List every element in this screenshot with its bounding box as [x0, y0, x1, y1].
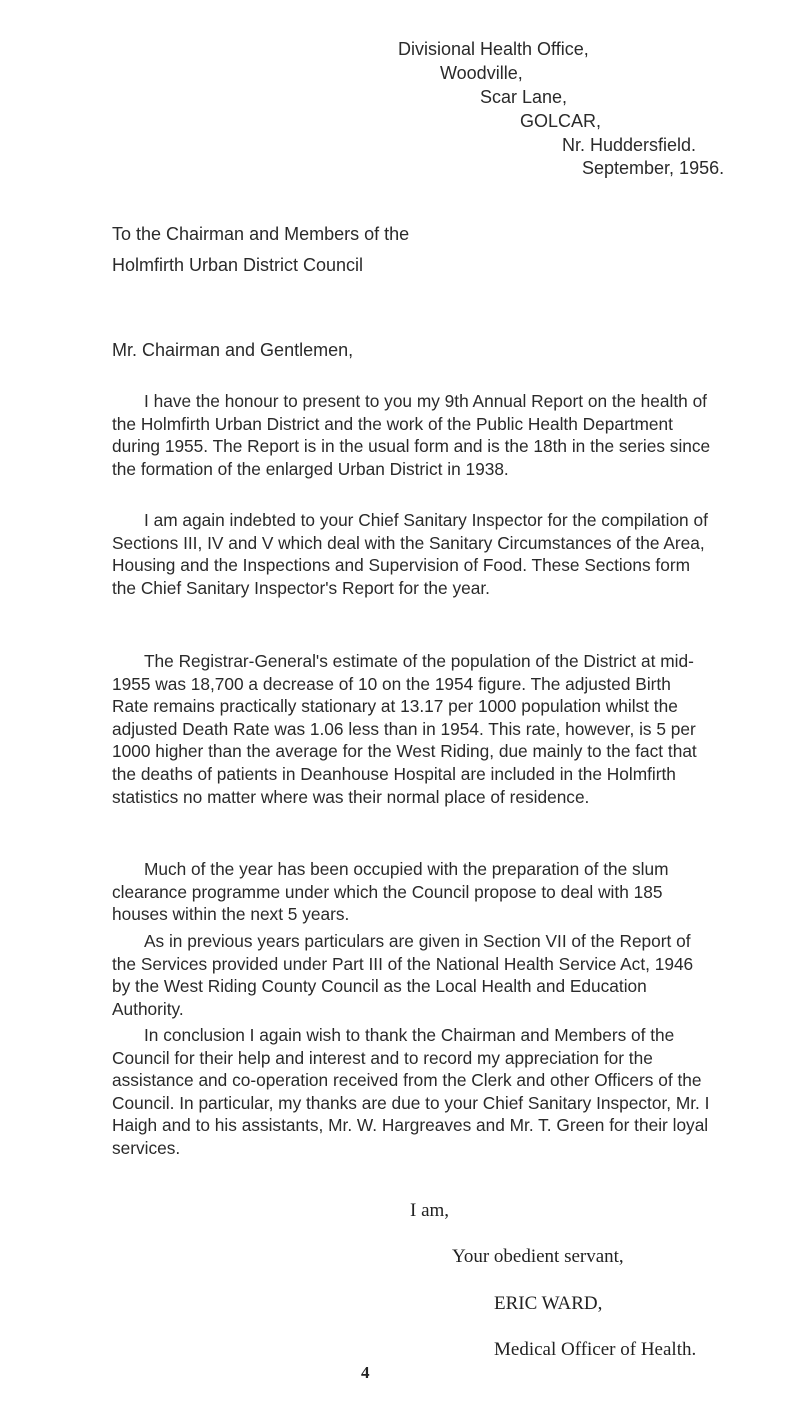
address-line-city: Nr. Huddersfield. [562, 135, 697, 155]
paragraph-sanitary-inspector: I am again indebted to your Chief Sanitary Inspector for the compilation of Sections III, IV and V which deal with the Sanitary Circumstances of the Area, Housing and the Inspections and Supervision of Food. These Sections form the Chief Sanitary Inspector's Report for the year. [112, 510, 708, 598]
address-line-office: Divisional Health Office, [398, 39, 589, 59]
paragraph-health-services: As in previous years particulars are given in Section VII of the Report of the Services provided under Part III of the National Health Service Act, 1946 by the West Riding County Council as the Local Health and Education Authority. [112, 931, 694, 1019]
address-line-street: Scar Lane, [480, 87, 568, 107]
letter-date: September, 1956. [582, 158, 725, 178]
paragraph-slum-clearance: Much of the year has been occupied with the preparation of the slum clearance programme under which the Council propose to deal with 185 houses within the next 5 years. [112, 859, 669, 925]
signature-name: ERIC WARD, [494, 1293, 603, 1314]
recipient-line-2: Holmfirth Urban District Council [112, 255, 364, 275]
salutation: Mr. Chairman and Gentlemen, [112, 340, 354, 360]
closing-i-am: I am, [410, 1200, 450, 1221]
page-number: 4 [361, 1363, 370, 1382]
address-line-town: GOLCAR, [520, 111, 602, 131]
recipient-line-1: To the Chairman and Members of the [112, 224, 410, 244]
closing-servant: Your obedient servant, [452, 1246, 624, 1267]
paragraph-population-statistics: The Registrar-General's estimate of the population of the District at mid-1955 was 18,700 a decrease of 10 on the 1954 figure. The adjusted Birth Rate remains practically stationary at 13.17 per 1000 population whilst the adjusted Death Rate was 1.06 less than in 1954. This rate, however, is 5 per 1000 higher than the average for the West Riding, due mainly to the fact that the deaths of patients in Deanhouse Hospital are included in the Holmfirth statistics no matter where was their normal place of residence. [112, 651, 697, 807]
paragraph-introduction: I have the honour to present to you my 9th Annual Report on the health of the Holmfirth Urban District and the work of the Public Health Department during 1955. The Report is in the usual form and is the 18th in the series since the formation of the enlarged Urban District in 1938. [112, 391, 711, 479]
paragraph-conclusion: In conclusion I again wish to thank the Chairman and Members of the Council for their help and interest and to record my appreciation for the assistance and co-operation received from the Clerk and other Officers of the Council. In particular, my thanks are due to your Chief Sanitary Inspector, Mr. I Haigh and to his assistants, Mr. W. Hargreaves and Mr. T. Green for their loyal services. [112, 1025, 710, 1158]
address-line-house: Woodville, [440, 63, 523, 83]
signature-title: Medical Officer of Health. [494, 1339, 697, 1360]
